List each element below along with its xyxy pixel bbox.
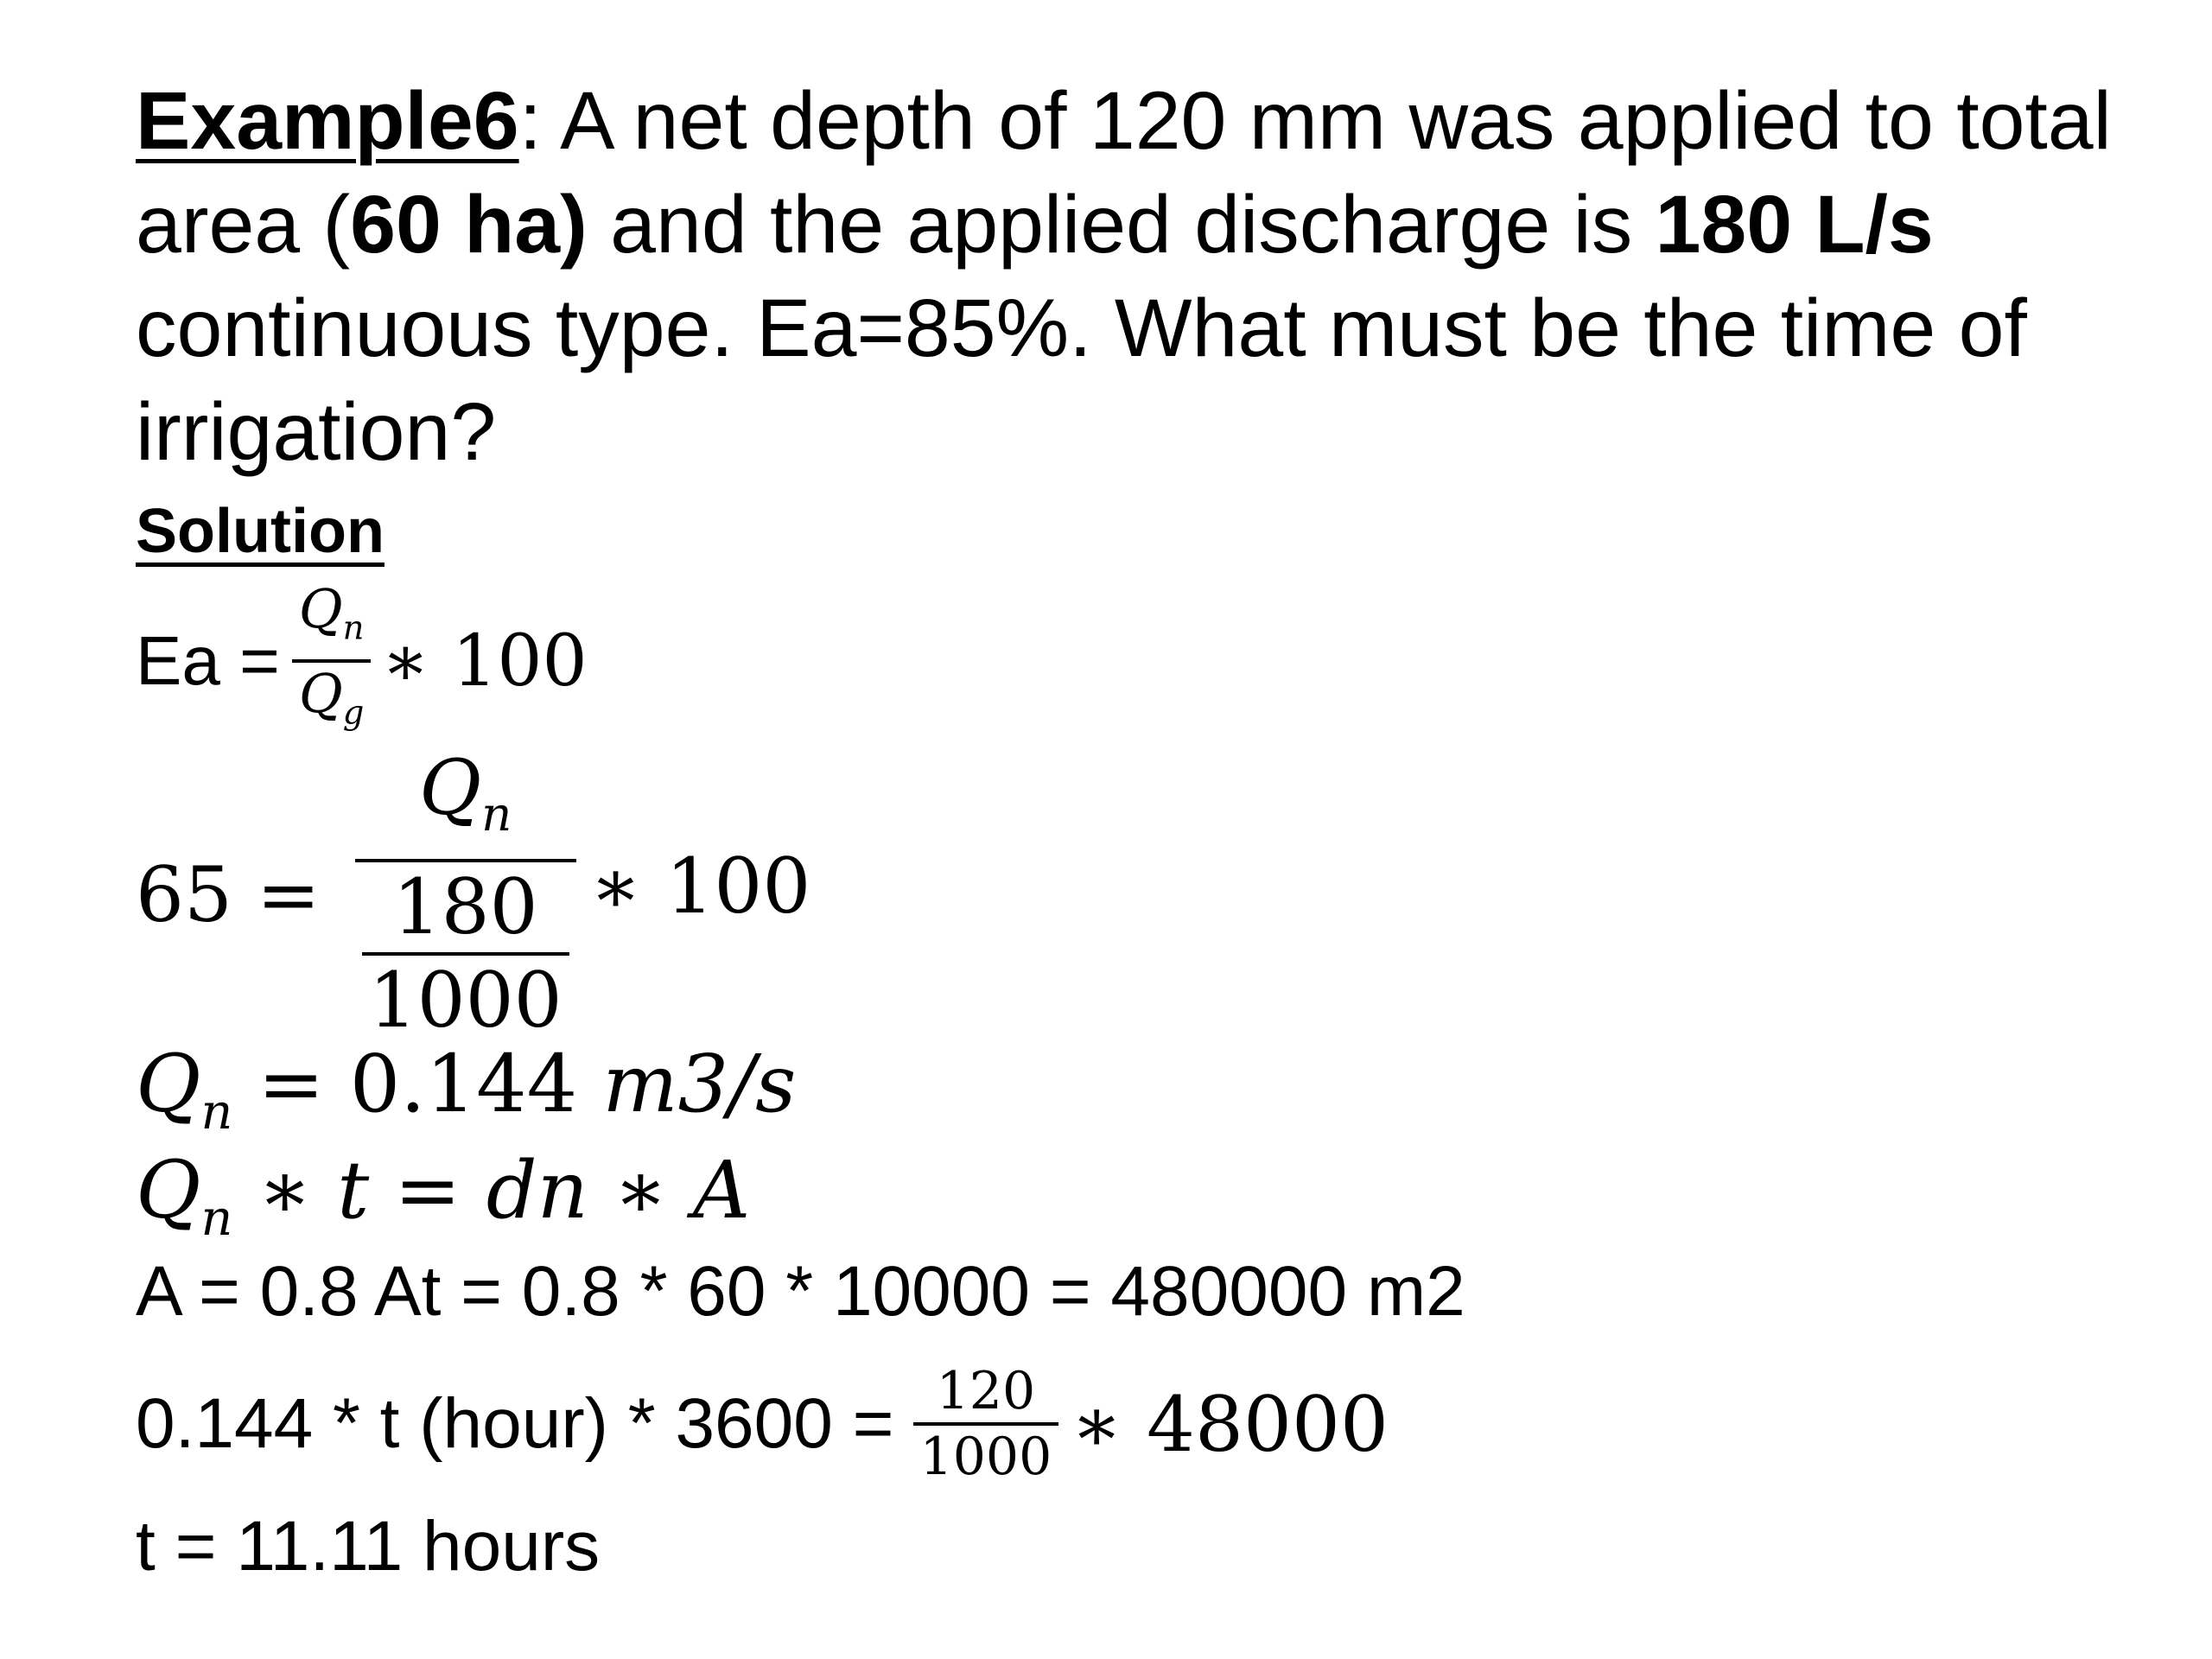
eq3-var: Q (136, 1038, 201, 1130)
equation-substitution (136, 742, 811, 1046)
equation-efficiency (136, 576, 588, 734)
eq3-value: 0.144 (349, 1038, 578, 1130)
discharge-value: 180 L/s (1655, 179, 1934, 270)
result-time: t = 11.11 hours (136, 1507, 601, 1586)
problem-line-4: irrigation? (136, 386, 497, 478)
eq6-rhs: ∗ 48000 (1071, 1379, 1389, 1469)
eq2-fraction (355, 743, 576, 1046)
eq1-denominator: $Q_g$ (298, 662, 365, 733)
eq4-var: Q (136, 1144, 201, 1236)
problem-line-1 (136, 69, 2112, 173)
eq2-numerator: $Q_n$ (419, 742, 512, 842)
eq1-rhs: ∗ 100 (381, 620, 588, 702)
problem-line-3: continuous type. Ea=85%. What must be the time of (136, 283, 2027, 374)
problem-text-1: A net depth of 120 mm was applied to total (542, 75, 2112, 167)
equation-area: A = 0.8 At = 0.8 * 60 * 10000 = 480000 m2 (136, 1252, 1465, 1331)
eq3-unit: m3/s (602, 1038, 797, 1130)
eq4-sub: n (200, 1189, 233, 1247)
eq6-denominator: 1000 (919, 1427, 1052, 1487)
equation-time (136, 1346, 1389, 1502)
eq3-sub: n (200, 1083, 233, 1141)
eq6-fraction (913, 1360, 1059, 1488)
solution-heading: Solution (136, 497, 385, 566)
eq2-rhs: ∗ 100 (589, 841, 811, 931)
problem-text-2a: area ( (136, 179, 351, 270)
eq3-equals: = (257, 1038, 325, 1130)
eq2-lhs: 65 = (136, 849, 321, 939)
eq4-rest: ∗ t = dn ∗ A (257, 1144, 751, 1236)
heading-colon: : (518, 75, 543, 167)
eq2-inner-numerator: 180 (392, 862, 538, 952)
eq6-lhs: 0.144 * t (hour) * 3600 = (136, 1384, 894, 1463)
problem-line-2 (136, 173, 1934, 276)
eq2-inner-denominator: 1000 (368, 956, 563, 1046)
eq1-fraction (292, 578, 372, 745)
eq6-numerator: 120 (936, 1361, 1036, 1421)
eq1-lhs: Ea = (136, 622, 280, 699)
problem-text-2b: and the applied discharge is (587, 179, 1656, 270)
example-heading: Example6 (136, 75, 519, 167)
eq2-denominator (355, 862, 576, 1046)
eq1-numerator: $Q_n$ (298, 576, 365, 647)
eq2-inner-fraction (362, 862, 569, 1046)
area-value: 60 ha) (350, 179, 588, 270)
